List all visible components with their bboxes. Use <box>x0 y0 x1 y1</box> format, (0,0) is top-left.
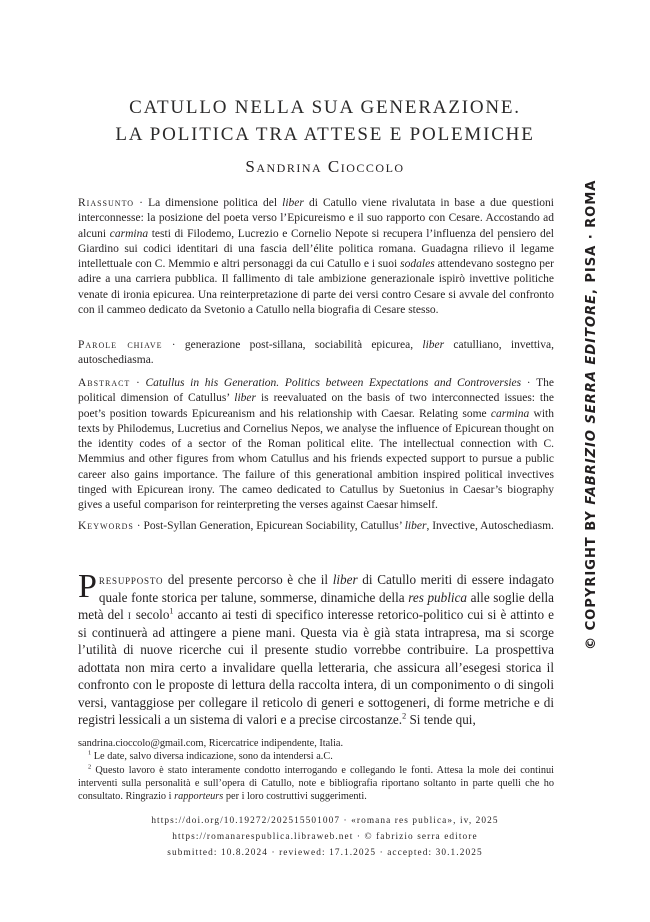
riassunto-paragraph: Riassunto · La dimensione politica del liber di Catullo viene rivalutata in base a due questioni interconnesse: la posizione del poeta verso l’Epicureismo e il suo rapporto con Cesare. Accostando ad alcuni carmina testi di Filodemo, Lucrezio e Cornelio Nepote si recupera l’influenza del pensiero del Giardino sui codici identitari di una fascia dell’élite politica romana. Guadagna rilievo il legame intellettuale con C. Memmio e altri personaggi da cui Catullo e i suoi sodales attendevano sostegno per adire a una carriera pubblica. Il fallimento di tale ambizione generazionale ispirò invettive politiche venate di ironia epicurea. Una reinterpretazione di parte dei versi contro Cesare si avvale del confronto con il cammeo dedicato da Svetonio a Catullo nella biografia di Cesare stesso. <box>78 197 554 317</box>
footnotes <box>78 737 554 803</box>
footnote-ref-1[interactable]: 1 <box>169 606 174 616</box>
article-title-line-2: LA POLITICA TRA ATTESE E POLEMICHE <box>115 124 535 145</box>
author-name: Sandrina Cioccolo <box>245 157 405 176</box>
footnote-2: $^2$ Questo lavoro è stato interamente condotto interrogando e collegando le fonti. Attesa la mole dei continui interventi sulla personalità e sull’opera di Catullo, note e bibliografia riportano soltanto in parte quelli che ho consultato. Ringrazio i rapporteurs per i loro costruttivi suggerimenti. <box>78 763 554 803</box>
body-paragraph: Presupposto del presente percorso è che il liber di Catullo meriti di essere indagato quale fonte storica per talune, sommerse, dinamiche della res publica alle soglie della metà del i secolo$^1$ accanto ai testi di specifico interesse retorico-politico cui si è attinto e si continuerà ad attingere a piene mani. Questa via è già stata intrapresa, ma si scorge l’utilità di nuove ricerche cui il presente studio vorrebbe contribuire. La prospettiva adottata non mira certo a invalidare quella letteraria, che assicura all’esegesi storica il confronto con le proposte di lettura della raccolta intera, di un componimento o di singoli versi, vantaggiose per collegare il reticolo di generi e sottogeneri, di forme metriche e di registri lessicali a un sistema di valori e a precise circostanze.$^2$ Si tende qui, <box>78 568 554 728</box>
abstract-paragraph: Abstract · Catullus in his Generation. Politics between Expectations and Controversies · The political dimension of Catullus’ liber is reevaluated on the basis of two interconnected issues: the poet’s position towards Epicureanism and his relationship with Caesar. Relating some carmina with texts by Philodemus, Lucretius and Cornelius Nepos, we analyse the influence of Epicurean thought on the identity codes of a sector of the Roman political elite. The intellectual connection with C. Memmius and other figures from whom Catullus and his friends expected support to pursue a public career also gains importance. The failure of this generational ambition inspired political invectives tinged with Epicurean irony. The cameo dedicated to Catullus by Suetonius in Caesar’s biography gives a useful comparison for reinterpreting the verses against Caesar himself. <box>78 377 554 512</box>
copyright-notice: © COPYRIGHT BY FABRIZIO SERRA EDITORE, PISA · ROMA <box>584 179 599 650</box>
submission-dates: submitted: 10.8.2024 · reviewed: 17.1.2025 · accepted: 30.1.2025 <box>167 848 483 858</box>
keywords-paragraph: Keywords · Post-Syllan Generation, Epicurean Sociability, Catullus’ liber, Invective, Autoschediasm. <box>78 520 554 532</box>
parole-chiave-paragraph: Parole chiave · generazione post-sillana, sociabilità epicurea, liber catulliano, invettiva, autoschediasma. <box>78 339 554 367</box>
footnote-ref-2[interactable]: 2 <box>402 711 407 721</box>
footnote-1: $^1$ Le date, salvo diversa indicazione, sono da intendersi a.C. <box>88 749 333 763</box>
author-contact: sandrina.cioccolo@gmail.com, Ricercatrice indipendente, Italia. <box>78 738 344 749</box>
drop-cap: P <box>78 568 97 605</box>
website-line[interactable]: https://romanarespublica.libraweb.net · © fabrizio serra editore <box>172 832 478 842</box>
doi-line[interactable]: https://doi.org/10.19272/202515501007 · «romana res publica», iv, 2025 <box>151 816 499 826</box>
article-title-line-1: CATULLO NELLA SUA GENERAZIONE. <box>129 97 521 118</box>
